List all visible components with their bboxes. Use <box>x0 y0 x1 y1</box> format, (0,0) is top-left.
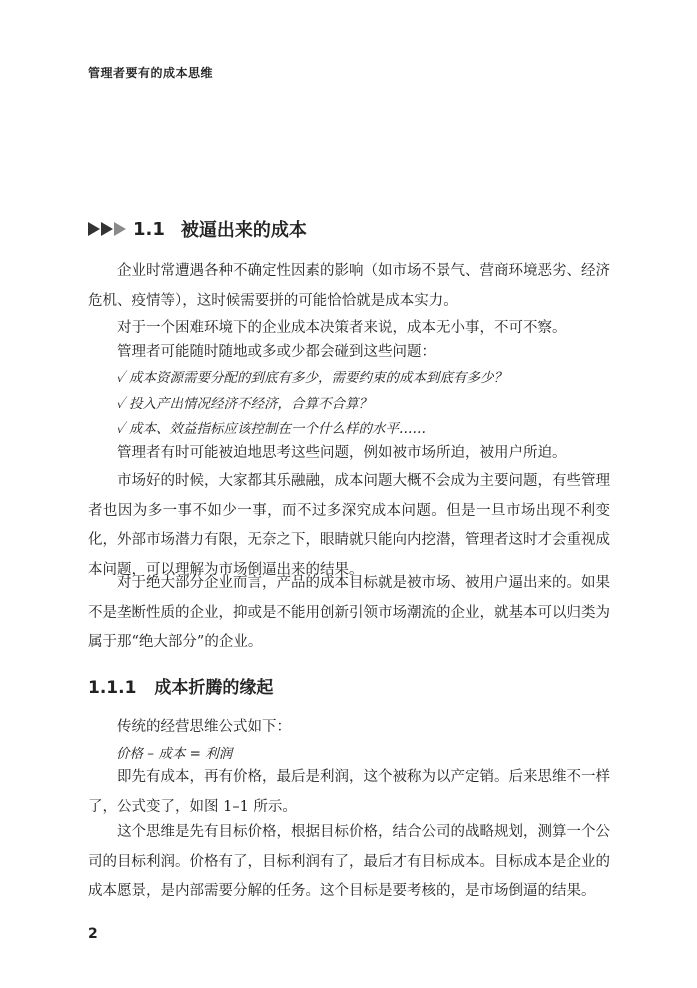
section-number: 1.1 <box>133 218 165 240</box>
body-paragraph: 传统的经营思维公式如下： <box>117 719 291 735</box>
subsection-title: 成本折腾的缘起 <box>154 678 274 698</box>
body-paragraph: 对于一个困难环境下的企业成本决策者来说，成本无小事，不可不察。 <box>117 320 567 336</box>
running-header: 管理者要有的成本思维 <box>88 66 214 80</box>
body-paragraph: 管理者可能随时随地或多或少都会碰到这些问题： <box>117 344 436 360</box>
section-arrows-icon <box>88 222 127 236</box>
body-paragraph: 这个思维是先有目标价格，根据目标价格，结合公司的战略规划，测算一个公司的目标利润。价格有了，目标利润有了，最后才有目标成本。目标成本是企业的成本愿景，是内部需要分解的任务。这个目标是要考核的，是市场倒逼的结果。 <box>88 824 610 899</box>
checklist-item: ✓ 成本、效益指标应该控制在一个什么样的水平…… <box>116 421 426 437</box>
subsection-number: 1.1.1 <box>88 678 137 698</box>
page-number: 2 <box>88 926 98 942</box>
subsection-heading <box>88 673 273 698</box>
body-paragraph: 企业时常遭遇各种不确定性因素的影响（如市场不景气、营商环境恶劣、经济危机、疫情等），这时候需要拼的可能恰恰就是成本实力。 <box>88 263 610 309</box>
section-heading <box>88 216 307 242</box>
body-paragraph: 市场好的时候，大家都其乐融融，成本问题大概不会成为主要问题，有些管理者也因为多一事不如少一事，而不过多深究成本问题。但是一旦市场出现不利变化，外部市场潜力有限，无奈之下，眼睛就只能向内挖潜，管理者这时才会重视成本问题，可以理解为市场倒逼出来的结果。 <box>88 473 610 578</box>
body-paragraph: 即先有成本，再有价格，最后是利润，这个被称为以产定销。后来思维不一样了，公式变了，如图 1–1 所示。 <box>88 769 610 815</box>
formula: 价格 – 成本 = 利润 <box>116 746 233 762</box>
checklist-item: ✓ 投入产出情况经济不经济，合算不合算？ <box>116 396 372 412</box>
checklist-item: ✓ 成本资源需要分配的到底有多少，需要约束的成本到底有多少？ <box>116 370 507 386</box>
body-paragraph: 对于绝大部分企业而言，产品的成本目标就是被市场、被用户逼出来的。如果不是垄断性质的企业，抑或是不能用创新引领市场潮流的企业，就基本可以归类为属于那“绝大部分”的企业。 <box>88 575 610 650</box>
section-title: 被逼出来的成本 <box>180 220 307 241</box>
body-paragraph: 管理者有时可能被迫地思考这些问题，例如被市场所迫，被用户所迫。 <box>117 445 567 461</box>
